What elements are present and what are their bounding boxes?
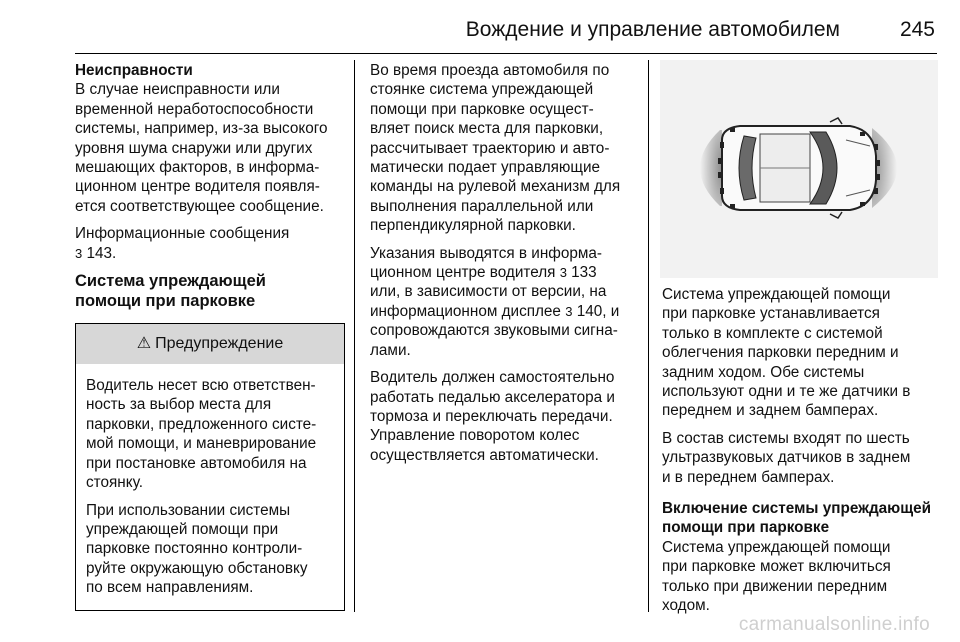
text-line: помощи при парковке осущест- — [370, 100, 594, 118]
text-line: ультразвуковых датчиков в заднем — [662, 449, 911, 467]
paragraph — [370, 61, 640, 236]
text-line: стоянке система упреждающей — [370, 81, 594, 99]
text-line: Во время проезда автомобиля по — [370, 62, 610, 79]
text-line: и в переднем бамперах. — [662, 468, 835, 486]
text-line: В состав системы входят по шесть — [662, 429, 910, 447]
heading-malfunctions: Неисправности — [75, 62, 193, 79]
text-line: тормоза и переключать передачи. — [370, 407, 613, 425]
page-reference-icon: 3 — [565, 303, 573, 319]
text-line: осуществляется автоматически. — [370, 446, 599, 464]
text-line: упреждающей помощи при — [86, 520, 279, 538]
text-line: Указания выводятся в информа- — [370, 244, 602, 262]
text-line: выполнения параллельной или — [370, 197, 594, 215]
text-line: лами. — [370, 341, 411, 359]
text-line: или, в зависимости от версии, на — [370, 283, 607, 301]
text-line: Система упреждающей помощи — [662, 538, 891, 556]
page-reference[interactable]: 133 — [571, 264, 597, 282]
paragraph — [370, 244, 640, 360]
text-line: ционном центре водителя — [370, 264, 560, 282]
header-title: Вождение и управление автомобилем — [465, 18, 840, 41]
text-line: парковке постоянно контроли- — [86, 540, 303, 558]
warning-paragraph — [86, 501, 336, 598]
parking-assist-figure — [660, 60, 938, 278]
text-line: ходом. — [662, 597, 710, 615]
info-messages-reference — [75, 224, 345, 263]
text-line: уровня шума снаружи или других — [75, 139, 313, 157]
heading-line: Система упреждающей — [75, 272, 266, 291]
heading-line: помощи при парковке — [662, 519, 830, 537]
page-number: 245 — [899, 18, 935, 41]
car-top-view-icon — [722, 118, 876, 218]
section-heading — [75, 271, 345, 311]
column-1 — [75, 61, 345, 611]
warning-box — [75, 323, 345, 610]
text-line: парковки, предложенного систе- — [86, 415, 317, 433]
text-line: мешающих факторов, в информа- — [75, 159, 320, 177]
column-divider-2 — [648, 60, 649, 612]
watermark: carmanualsonline.info — [738, 614, 930, 635]
text-line: переднем и заднем бамперах. — [662, 402, 879, 420]
text-line: ность за выбор места для — [86, 396, 272, 414]
text-line: сопровождаются звуковыми сигна- — [370, 322, 618, 340]
text-line: временной неработоспособности — [75, 100, 314, 118]
subsection-heading — [662, 499, 932, 538]
paragraph — [662, 285, 932, 421]
reference-page[interactable]: 143. — [86, 244, 117, 262]
text-line: ционном центре водителя появля- — [75, 178, 320, 196]
column-2 — [370, 61, 640, 473]
text-line: при постановке автомобиля на — [86, 454, 307, 472]
page-reference[interactable]: 140, и — [576, 302, 620, 320]
text-line: Водитель должен самостоятельно — [370, 369, 615, 387]
heading-line: помощи при парковке — [75, 292, 256, 311]
text-line: задним ходом. Обе системы — [662, 363, 865, 381]
reference-text: Информационные сообщения — [75, 225, 290, 243]
page-reference-icon: 3 — [75, 245, 83, 261]
malfunction-text — [75, 80, 345, 216]
text-line: при парковке устанавливается — [662, 305, 880, 323]
text-line: работать педалью акселератора и — [370, 388, 615, 406]
paragraph — [662, 429, 932, 487]
heading-line: Включение системы упреждающей — [662, 500, 932, 518]
text-line: при парковке может включиться — [662, 558, 891, 576]
text-line: Водитель несет всю ответствен- — [86, 377, 316, 395]
text-line: руйте окружающую обстановку — [86, 559, 308, 577]
text-line: только при движении передним — [662, 577, 888, 595]
text-line: Управление поворотом колес — [370, 427, 580, 445]
text-line: используют одни и те же датчики в — [662, 383, 911, 401]
text-line: Система упреждающей помощи — [662, 286, 891, 303]
rear-sensor-zone — [700, 130, 722, 206]
warning-header — [76, 324, 344, 364]
text-line: по всем направлениям. — [86, 579, 254, 597]
text-line: мой помощи, и маневрирование — [86, 435, 317, 453]
column-3 — [662, 285, 932, 624]
warning-paragraph — [86, 376, 336, 492]
header-rule — [75, 53, 937, 54]
text-line: команды на рулевой механизм для — [370, 178, 621, 196]
page-reference-icon: 3 — [559, 265, 567, 281]
text-line: облегчения парковки передним и — [662, 344, 899, 362]
text-line: В случае неисправности или — [75, 81, 280, 99]
text-line: стоянку. — [86, 474, 143, 492]
text-line: информационном дисплее — [370, 302, 566, 320]
warning-title: Предупреждение — [155, 335, 284, 353]
warning-body — [76, 364, 344, 609]
text-line: системы, например, из-за высокого — [75, 120, 328, 138]
text-line: только в комплекте с системой — [662, 324, 883, 342]
column-divider-1 — [354, 60, 355, 612]
warning-triangle-icon: ⚠ — [136, 335, 152, 353]
text-line: вляет поиск места для парковки, — [370, 120, 604, 138]
text-line: При использовании системы — [86, 501, 291, 519]
text-line: ется соответствующее сообщение. — [75, 197, 324, 215]
text-line: перпендикулярной парковки. — [370, 217, 576, 235]
text-line: матически подает управляющие — [370, 159, 601, 177]
paragraph — [370, 368, 640, 465]
car-sensor-illustration — [660, 60, 938, 278]
text-line: рассчитывает траекторию и авто- — [370, 139, 610, 157]
paragraph — [662, 538, 932, 616]
